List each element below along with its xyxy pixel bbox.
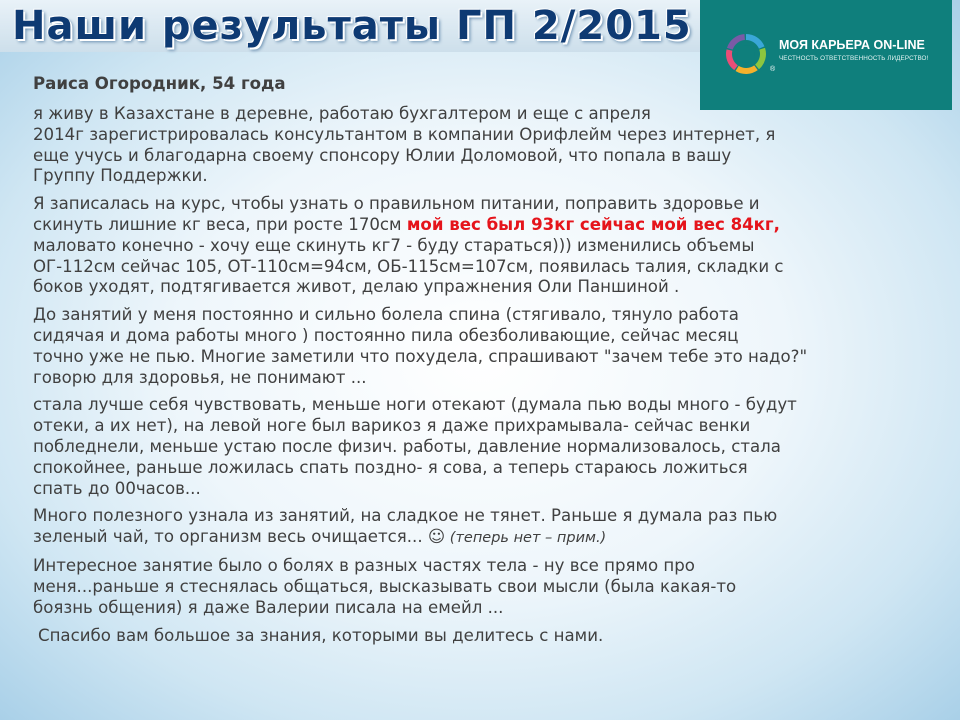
registered-mark: ® xyxy=(770,66,776,73)
paragraph-wellbeing xyxy=(33,395,948,499)
title-bar xyxy=(0,0,700,52)
text-line: зеленый чай, то организм весь очищается... xyxy=(33,527,428,547)
text-line: меня...раньше я стеснялась общаться, высказывать свои мысли (была какая-то xyxy=(33,576,737,596)
text-line: спать до 00часов... xyxy=(33,478,201,498)
text-line: отеки, а их нет), на левой ноге был варикоз я даже прихрамывала- сейчас венки xyxy=(33,416,751,436)
paragraph-lesson xyxy=(33,556,948,618)
paragraph-back-pain xyxy=(33,305,948,388)
text-line: Я записалась на курс, чтобы узнать о правильном питании, поправить здоровье и xyxy=(33,194,760,214)
text-line: До занятий у меня постоянно и сильно болела спина (стягивало, тянуло работа xyxy=(33,305,739,325)
circular-arrows-logo-icon xyxy=(722,30,770,78)
paragraph-learned xyxy=(33,506,948,549)
logo-name: МОЯ КАРЬЕРА ON-LINE xyxy=(779,38,925,52)
text-line: спокойнее, раньше ложилась спать поздно- я сова, а теперь стараюсь ложиться xyxy=(33,457,748,477)
text-line: боязнь общения) я даже Валерии писала на емейл ... xyxy=(33,597,504,617)
paragraph-results xyxy=(33,194,948,298)
text-line: ОГ-112см сейчас 105, ОТ-110см=94см, ОБ-115см=107см, появилась талия, складки с xyxy=(33,256,784,276)
weight-highlight: мой вес был 93кг сейчас мой вес 84кг, xyxy=(406,214,780,234)
text-line: скинуть лишние кг веса, при росте 170см xyxy=(33,214,407,234)
thanks-line: Спасибо вам большое за знания, которыми вы делитесь с нами. xyxy=(38,626,604,646)
text-line: я живу в Казахстане в деревне, работаю бухгалтером и еще с апреля xyxy=(33,104,651,123)
text-line: говорю для здоровья, не понимают ... xyxy=(33,367,367,387)
logo-tagline: ЧЕСТНОСТЬ ОТВЕТСТВЕННОСТЬ ЛИДЕРСТВО! xyxy=(779,55,929,62)
text-line: сидячая и дома работы много ) постоянно пила обезболивающие, сейчас месяц xyxy=(33,325,739,345)
text-line: маловато конечно - хочу еще скинуть кг7 - буду стараться))) изменились объемы xyxy=(33,235,755,255)
text-line: еще учусь и благодарна своему спонсору Юлии Доломовой, что попала в вашу xyxy=(33,145,732,165)
testimonial-body xyxy=(33,72,948,647)
page-title: Наши результаты ГП 2/2015 xyxy=(12,3,692,49)
text-line: Группу Поддержки. xyxy=(33,166,208,186)
text-line: 2014г зарегистрировалась консультантом в компании Орифлейм через интернет, я xyxy=(33,124,776,144)
editor-note: (теперь нет – прим.) xyxy=(445,530,607,547)
text-line: Много полезного узнала из занятий, на сладкое не тянет. Раньше я думала раз пью xyxy=(33,506,778,526)
text-line: Интересное занятие было о болях в разных частях тела - ну все прямо про xyxy=(33,555,695,575)
text-line: точно уже не пью. Многие заметили что похудела, спрашивают "зачем тебе это надо?" xyxy=(33,346,808,366)
author-name: Раиса Огородник, 54 года xyxy=(33,74,286,93)
text-line: побледнели, меньше устаю после физич. работы, давление нормализовалось, стала xyxy=(33,436,781,456)
smiley-icon: ☺ xyxy=(427,527,446,547)
paragraph-intro xyxy=(33,104,948,187)
text-line: стала лучше себя чувствовать, меньше ноги отекают (думала пью воды много - будут xyxy=(33,395,797,415)
text-line: боков уходят, подтягивается живот, делаю упражнения Оли Паншиной . xyxy=(33,277,680,297)
